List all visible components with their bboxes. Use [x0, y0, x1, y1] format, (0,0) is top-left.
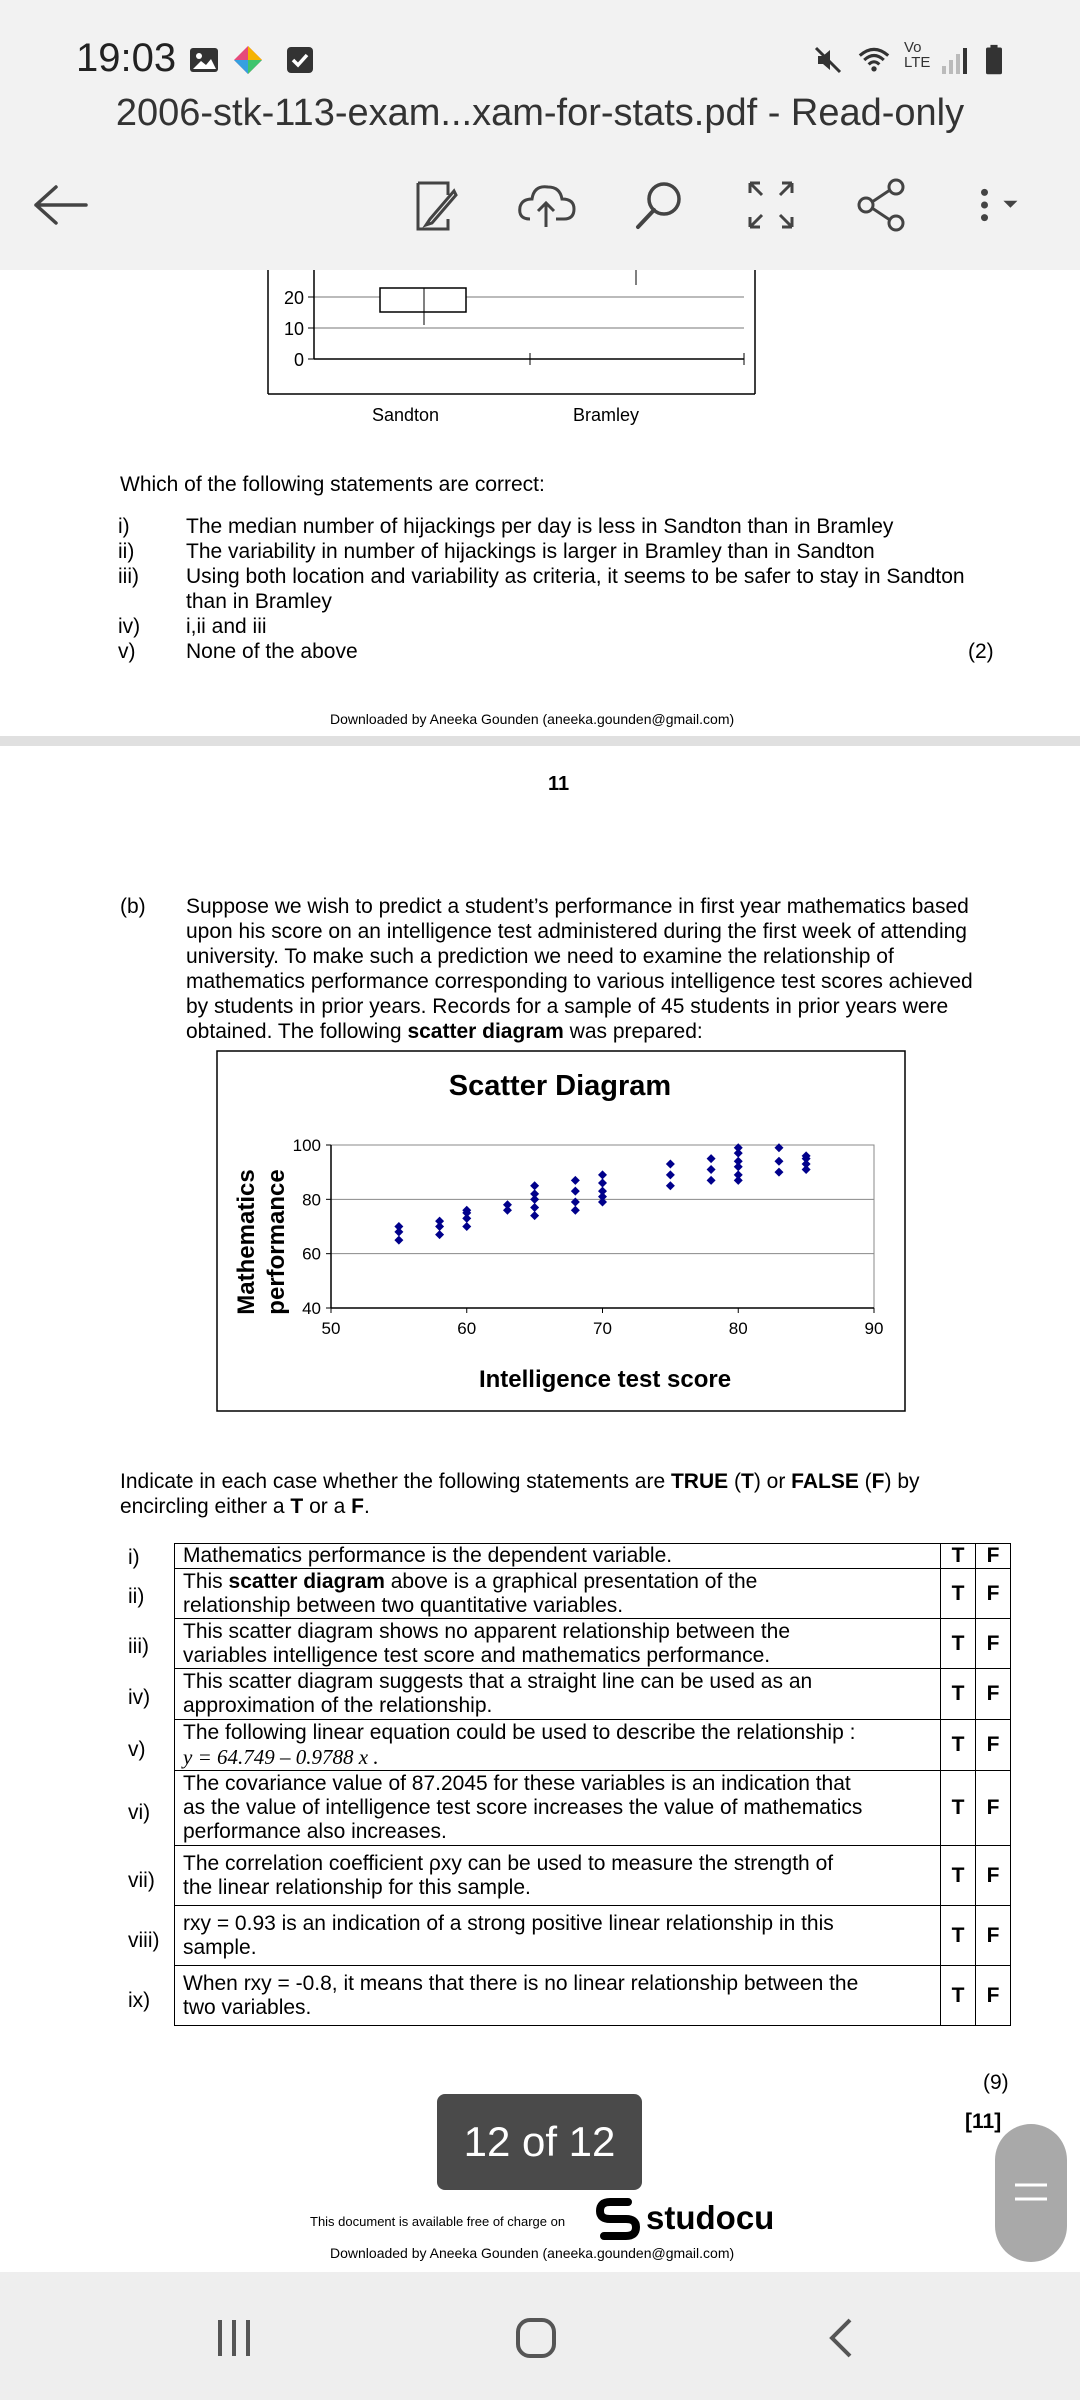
- true-option[interactable]: T: [941, 1619, 976, 1669]
- true-false-table: [174, 1543, 1011, 2026]
- statement-cell: The following linear equation could be used to describe the relationship : y = 64.749 – 0.9788 x .: [175, 1720, 941, 1771]
- question-a-prompt: Which of the following statements are correct:: [120, 473, 545, 496]
- marks: (9): [983, 2071, 1009, 2094]
- boxplot-category: Sandton: [372, 405, 440, 425]
- search-icon[interactable]: [624, 175, 694, 235]
- table-row: [175, 1966, 1011, 2026]
- chart-xlabel: Intelligence test score: [478, 1366, 732, 1393]
- download-footer: Downloaded by Aneeka Gounden (aneeka.gounden@gmail.com): [330, 2245, 735, 2261]
- item-number: ii): [118, 540, 135, 563]
- true-option[interactable]: T: [941, 1669, 976, 1720]
- statement-cell: Mathematics performance is the dependent variable.: [175, 1544, 941, 1569]
- false-option[interactable]: F: [976, 1619, 1011, 1669]
- mute-icon: [812, 44, 844, 76]
- false-option[interactable]: F: [976, 1569, 1011, 1619]
- boxplot-tick: 0: [294, 350, 305, 370]
- marks: (2): [968, 640, 994, 663]
- battery-icon: [978, 44, 1010, 76]
- item-text: The median number of hijackings per day is less in Sandton than in Bramley: [186, 515, 894, 538]
- studocu-note: This document is available free of charge on: [310, 2214, 566, 2229]
- table-row: [175, 1720, 1011, 1771]
- statement-cell: When rxy = -0.8, it means that there is no linear relationship between the two variables.: [175, 1966, 941, 2026]
- false-option[interactable]: F: [976, 1720, 1011, 1771]
- drag-handle-icon: [1013, 2179, 1049, 2207]
- false-option[interactable]: F: [976, 1906, 1011, 1966]
- item-text: i,ii and iii: [186, 615, 267, 638]
- total-marks: [11]: [965, 2110, 1002, 2133]
- item-text: Using both location and variability as criteria, it seems to be safer to stay in Sandton: [186, 565, 965, 588]
- question-b-line: by students in prior years. Records for a sample of 45 students in prior years were: [186, 995, 949, 1018]
- chart-ylabel: performance: [263, 1169, 290, 1315]
- studocu-brand: studocu: [646, 2199, 775, 2236]
- back-nav-icon[interactable]: [820, 2316, 864, 2360]
- x-tick-label: 80: [728, 1319, 748, 1338]
- question-b-line: obtained. The following scatter diagram was prepared:: [186, 1020, 703, 1043]
- false-option[interactable]: F: [976, 1846, 1011, 1906]
- true-option[interactable]: T: [941, 1544, 976, 1569]
- volte-label: Vo LTE: [904, 39, 931, 71]
- row-number: iv): [128, 1686, 151, 1709]
- row-number: vii): [128, 1869, 155, 1892]
- back-arrow-icon[interactable]: [28, 175, 98, 235]
- row-number: ii): [128, 1585, 145, 1608]
- wifi-icon: [858, 44, 890, 76]
- row-number: iii): [128, 1635, 149, 1658]
- table-row: [175, 1906, 1011, 1966]
- download-footer: Downloaded by Aneeka Gounden (aneeka.gounden@gmail.com): [330, 711, 735, 727]
- true-option[interactable]: T: [941, 1569, 976, 1619]
- false-option[interactable]: F: [976, 1966, 1011, 2026]
- x-tick-label: 70: [593, 1319, 612, 1338]
- table-row: [175, 1619, 1011, 1669]
- y-tick-label: 80: [302, 1190, 321, 1210]
- page-separator: [0, 736, 1080, 746]
- question-b-line: university. To make such a prediction we need to examine the relationship of: [186, 945, 894, 968]
- boxplot-tick: 20: [284, 288, 305, 308]
- chart-frame: [217, 1051, 905, 1411]
- y-tick-label: 40: [302, 1299, 321, 1318]
- true-option[interactable]: T: [941, 1966, 976, 2026]
- item-number: i): [118, 515, 130, 538]
- false-option[interactable]: F: [976, 1771, 1011, 1846]
- checkbox-notification-icon: [284, 44, 316, 76]
- table-row: [175, 1669, 1011, 1720]
- statement-cell: This scatter diagram shows no apparent relationship between the variables intelligence test score and mathematics performance.: [175, 1619, 941, 1669]
- item-number: iii): [118, 565, 139, 588]
- false-option[interactable]: F: [976, 1669, 1011, 1720]
- chart-ylabel: Mathematics: [233, 1169, 260, 1315]
- true-option[interactable]: T: [941, 1846, 976, 1906]
- document-title: 2006-stk-113-exam...xam-for-stats.pdf - Read-only: [115, 92, 965, 134]
- scatter-chart: [216, 1050, 906, 1412]
- false-option[interactable]: F: [976, 1544, 1011, 1569]
- y-tick-label: 60: [302, 1244, 321, 1264]
- studocu-logo-icon: [596, 2196, 642, 2242]
- x-tick-label: 60: [457, 1319, 477, 1338]
- item-number: iv): [118, 615, 141, 638]
- share-icon[interactable]: [848, 175, 918, 235]
- gallery-icon: [188, 44, 220, 76]
- item-number: v): [118, 640, 136, 663]
- question-b-line: upon his score on an intelligence test administered during the first week of attending: [186, 920, 967, 943]
- box-plot: [260, 270, 770, 396]
- x-tick-label: 90: [864, 1319, 884, 1338]
- question-b-label: (b): [120, 895, 146, 918]
- boxplot-tick: 10: [284, 319, 305, 339]
- instruction-line: encircling either a T or a F.: [120, 1495, 370, 1518]
- table-row: [175, 1846, 1011, 1906]
- page-number: 11: [548, 773, 570, 795]
- table-row: [175, 1544, 1011, 1569]
- true-option[interactable]: T: [941, 1771, 976, 1846]
- statement-cell: This scatter diagram above is a graphical presentation of the relationship between two quantitative variables.: [175, 1569, 941, 1619]
- clock: 19:03: [76, 36, 177, 80]
- true-option[interactable]: T: [941, 1720, 976, 1771]
- cloud-upload-icon[interactable]: [512, 175, 582, 235]
- recent-apps-icon[interactable]: [212, 2316, 256, 2360]
- row-number: vi): [128, 1801, 151, 1824]
- row-number: v): [128, 1738, 146, 1761]
- y-tick-label: 100: [292, 1136, 321, 1155]
- item-text: The variability in number of hijackings is larger in Bramley than in Sandton: [186, 540, 875, 563]
- scroll-handle[interactable]: [995, 2124, 1067, 2262]
- home-icon[interactable]: [514, 2316, 558, 2360]
- navigation-bar: [0, 2272, 1080, 2400]
- question-b-line: Suppose we wish to predict a student’s performance in first year mathematics based: [186, 895, 969, 918]
- instruction-line: Indicate in each case whether the following statements are TRUE (T) or FALSE (F) by: [120, 1470, 920, 1493]
- page-indicator: 12 of 12: [437, 2094, 642, 2190]
- row-number: i): [128, 1546, 140, 1569]
- chart-title: Scatter Diagram: [448, 1070, 672, 1102]
- fullscreen-icon[interactable]: [736, 175, 806, 235]
- item-text: None of the above: [186, 640, 358, 663]
- app-diamond-icon: [232, 44, 264, 76]
- boxplot-category: Bramley: [573, 405, 640, 425]
- question-b-line: mathematics performance corresponding to various intelligence test scores achieved: [186, 970, 973, 993]
- edit-icon[interactable]: [400, 175, 470, 235]
- statement-cell: rxy = 0.93 is an indication of a strong positive linear relationship in this sample.: [175, 1906, 941, 1966]
- table-row: [175, 1771, 1011, 1846]
- true-option[interactable]: T: [941, 1906, 976, 1966]
- x-tick-label: 50: [321, 1319, 341, 1338]
- statement-cell: The correlation coefficient ρxy can be used to measure the strength of the linear relationship for this sample.: [175, 1846, 941, 1906]
- item-text: than in Bramley: [186, 590, 332, 613]
- more-icon[interactable]: [960, 175, 1030, 235]
- signal-icon: [938, 44, 970, 76]
- statement-cell: This scatter diagram suggests that a straight line can be used as an approximation of the relationship.: [175, 1669, 941, 1720]
- row-number: ix): [128, 1989, 151, 2012]
- statement-cell: The covariance value of 87.2045 for these variables is an indication that as the value of intelligence test score increases the value of mathematics performance also increases.: [175, 1771, 941, 1846]
- row-number: viii): [128, 1929, 160, 1952]
- table-row: [175, 1569, 1011, 1619]
